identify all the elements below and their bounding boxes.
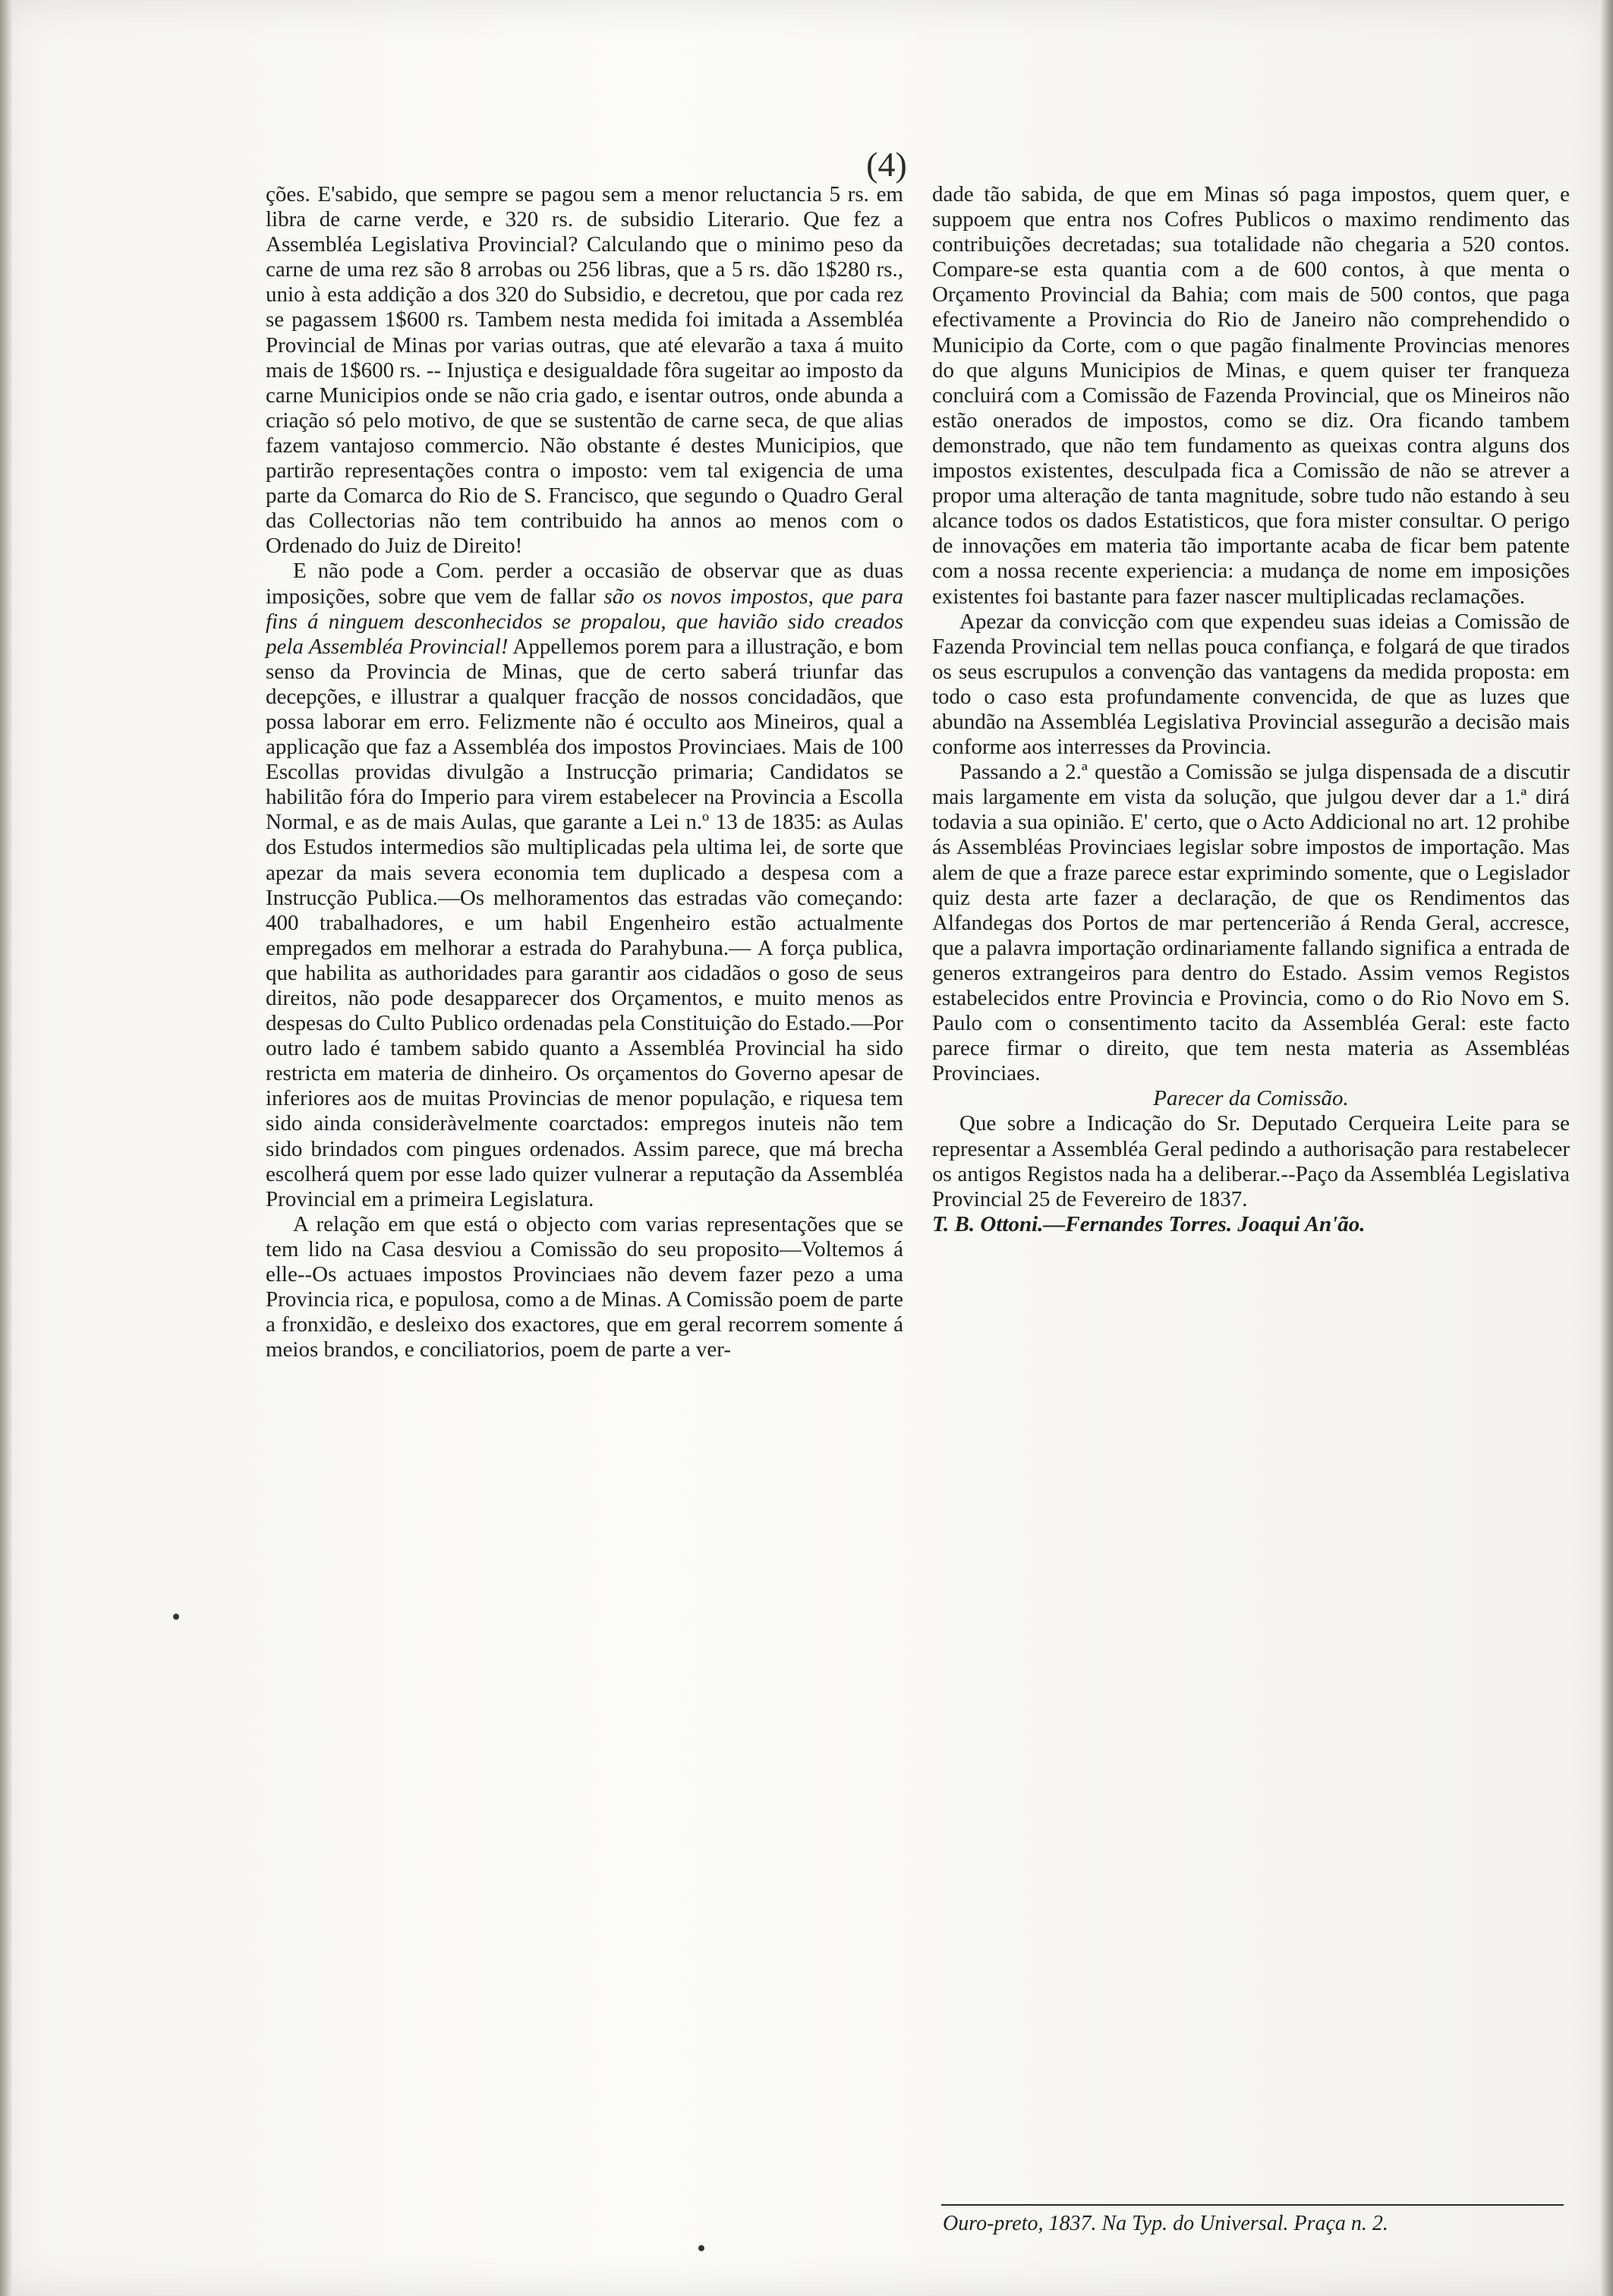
right-column: [932, 182, 1570, 1237]
opinion-heading: Parecer da Comissão.: [1153, 1086, 1349, 1111]
right-paragraph-1: dade tão sabida, de que em Minas só paga impostos, quem quer, e suppoem que entra nos Cofres Publicos o maximo rendimento das contribuições decretadas; sua totalidade não chegaria a 520 contos. Compare-se esta quantia com a de 600 contos, à que menta o Orçamento Provincial da Bahia; com mais de 500 contos, que paga efectivamente a Provincia do Rio de Janeiro não comprehendido o Municipio da Corte, com o que pagão finalmente Provincias menores do que alguns Municipios de Minas, e quem quiser ter franqueza concluirá com a Comissão de Fazenda Provincial, que os Mineiros não estão onerados de impostos, como se diz. Ora ficando tambem demonstrado, que não tem fundamento as queixas contra alguns dos impostos existentes, desculpada fica a Comissão de não se atrever a propor uma alteração de tanta magnitude, sobre tudo não estando à seu alcance todos os dados Estatisticos, que fora mister consultar. O perigo de innovações em materia tão importante acaba de ficar bem patente com a nossa recente experiencia: a mudança de nome em imposições existentes foi bastante para fazer nascer multiplicadas reclamações.: [932, 182, 1570, 609]
opinion-text: Que sobre a Indicação do Sr. Deputado Cerqueira Leite para se representar a Assembléa Geral pedindo a authorisação para restabelecer os antigos Registos nada ha a deliberar.--Paço da Assembléa Legislativa Provincial 25 de Fevereiro de 1837.: [932, 1111, 1570, 1211]
left-paragraph-2-italic: são os novos impostos, que para fins á ninguem desconhecidos se propalou, que havião sido creados pela Assembléa Provincial!: [266, 584, 904, 659]
left-column: [266, 182, 903, 1362]
page-number: (4): [866, 145, 907, 184]
page-left-edge: [0, 0, 12, 2296]
ink-speck: [698, 2245, 704, 2251]
right-paragraph-3: Passando a 2.ª questão a Comissão se julga dispensada de a discutir mais largamente em vista da solução, que julgou dever dar a 1.ª dirá todavia a sua opinião. E' certo, que o Acto Addicional no art. 12 prohibe ás Assembléas Provinciaes legislar sobre impostos de importação. Mas alem de que a fraze parece estar exprimindo somente, que o Legislador quiz desta arte fazer a declaração, de que os Rendimentos das Alfandegas dos Portos de mar pertencerião á Renda Geral, accresce, que a palavra importação ordinariamente fallando significa a entrada de generos extrangeiros para dentro do Estado. Assim vemos Registos estabelecidos entre Provincia e Provincia, como o do Rio Novo em S. Paulo com o consentimento tacito da Assembléa Geral: este facto parece firmar o direito, que tem nesta materia as Assembléas Provinciaes.: [932, 760, 1570, 1086]
imprint-rule: [941, 2204, 1564, 2206]
imprint: Ouro-preto, 1837. Na Typ. do Universal. Praça n. 2.: [943, 2212, 1388, 2235]
left-paragraph-2: [266, 559, 903, 1211]
left-paragraph-2-rest: Appellemos porem para a illustração, e bom senso da Provincia de Minas, que de certo saberá triunfar das decepções, e illustrar a qualquer fracção de nossos concidadãos, que possa laborar em erro. Felizmente não é occulto aos Mineiros, qual a applicação que faz a Assembléa dos impostos Provinciaes. Mais de 100 Escollas providas divulgão a Instrucção primaria; Candidatos se habilitão fóra do Imperio para virem estabelecer na Provincia a Escolla Normal, e as de mais Aulas, que garante a Lei n.º 13 de 1835: as Aulas dos Estudos intermedios são multiplicadas pela ultima lei, de sorte que apezar da mais severa economia tem duplicado a despesa com a Instrucção Publica.—Os melhoramentos das estradas vão começando: 400 trabalhadores, e um habil Engenheiro estão actualmente empregados em melhorar a estrada do Parahybuna.— A força publica, que habilita as authoridades para garantir aos cidadãos o goso de seus direitos, não pode desapparecer dos Orçamentos, e muito menos as despesas do Culto Publico ordenadas pela Constituição do Estado.—Por outro lado é tambem sabido quanto a Assembléa Provincial ha sido restricta em materia de dinheiro. Os orçamentos do Governo apesar de inferiores aos de muitas Provincias de menor população, e riquesa tem sido ainda consideràvelmente coarctados: empregos inuteis não tem sido brindados com pingues ordenados. Assim parece, que má brecha escolherá quem por esse lado quizer vulnerar a reputação da Assembléa Provincial em a primeira Legislatura.: [266, 634, 903, 1211]
right-paragraph-2: Apezar da convicção com que expendeu suas ideias a Comissão de Fazenda Provincial tem nellas pouca confiança, e folgará de que tirados os seus escrupulos a convenção das vantagens da medida proposta: em todo o caso esta profundamente convencida, de que as luzes que abundão na Assembléa Legislativa Provincial assegurão a decisão mais conforme aos interresses da Provincia.: [932, 609, 1570, 760]
left-paragraph-2-intro: E não pode a Com. perder a occasião de observar que as duas imposições, sobre que vem de fallar: [266, 559, 903, 609]
page-right-edge: [1599, 0, 1613, 2296]
left-paragraph-1: ções. E'sabido, que sempre se pagou sem a menor reluctancia 5 rs. em libra de carne verde, e 320 rs. de subsidio Literario. Que fez a Assembléa Legislativa Provincial? Calculando que o minimo peso da carne de uma rez são 8 arrobas ou 256 libras, que a 5 rs. dão 1$280 rs., unio à esta addição a dos 320 do Subsidio, e decretou, que por cada rez se pagassem 1$600 rs. Tambem nesta medida foi imitada a Assembléa Provincial de Minas por varias outras, que até elevarão a taxa á muito mais de 1$600 rs. -- Injustiça e desigualdade fôra sugeitar ao imposto da carne Municipios onde se não cria gado, e isentar outros, onde abunda a criação só pelo motivo, de que se sustentão de carne seca, de que alias fazem vantajoso commercio. Não obstante é destes Municipios, que partirão representações contra o imposto: vem tal exigencia de uma parte da Comarca do Rio de S. Francisco, que segundo o Quadro Geral das Collectorias não tem contribuido ha annos ao menos com o Ordenado do Juiz de Direito!: [266, 182, 903, 559]
signatures: T. B. Ottoni.—Fernandes Torres. Joaqui An'ão.: [932, 1211, 1366, 1236]
ink-speck: [173, 1614, 179, 1620]
left-paragraph-3: A relação em que está o objecto com varias representações que se tem lido na Casa desviou a Comissão do seu proposito—Voltemos á elle--Os actuaes impostos Provinciaes não devem fazer pezo a uma Provincia rica, e populosa, como a de Minas. A Comissão poem de parte a fronxidão, e desleixo dos exactores, que em geral recorrem somente á meios brandos, e conciliatorios, poem de parte a ver-: [266, 1211, 904, 1362]
